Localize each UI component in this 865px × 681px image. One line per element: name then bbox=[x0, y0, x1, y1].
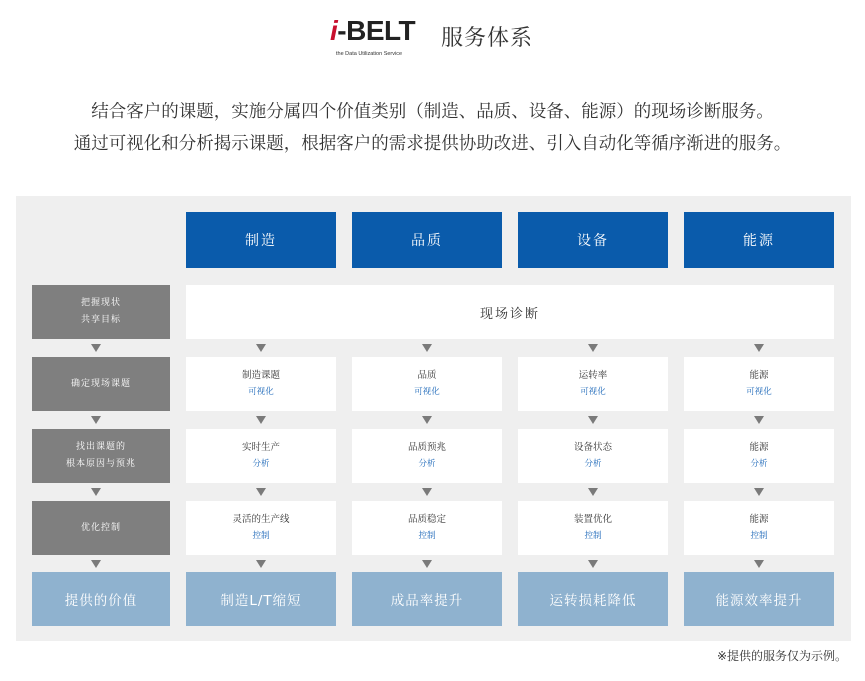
cell-equipment-analysis bbox=[518, 429, 668, 483]
row-header-line-2: 根本原因与预兆 bbox=[65, 459, 136, 469]
cell-equipment-issue bbox=[518, 357, 668, 411]
cell-subtitle: 可视化 bbox=[414, 387, 440, 397]
cell-energy-issue bbox=[684, 357, 834, 411]
cell-subtitle: 控制 bbox=[584, 531, 602, 541]
cell-title: 品质 bbox=[417, 370, 437, 381]
column-header-quality: 品质 bbox=[352, 212, 502, 268]
value-energy: 能源效率提升 bbox=[684, 572, 834, 626]
value-row-header: 提供的价值 bbox=[32, 572, 170, 626]
logo-tagline: the Data Utilization Service bbox=[336, 51, 403, 57]
down-arrow-icon bbox=[588, 344, 598, 352]
cell-subtitle: 控制 bbox=[418, 531, 436, 541]
down-arrow-icon bbox=[754, 416, 764, 424]
logo-belt: -BELT bbox=[337, 15, 416, 46]
cell-title: 运转率 bbox=[578, 370, 608, 381]
intro-line-2: 通过可视化和分析揭示课题，根据客户的需求提供协助改进、引入自动化等循序渐进的服务。 bbox=[73, 134, 792, 154]
cell-manufacturing-analysis bbox=[186, 429, 336, 483]
cell-subtitle: 分析 bbox=[584, 459, 602, 469]
cell-title: 灵活的生产线 bbox=[232, 514, 290, 525]
intro-text bbox=[0, 96, 865, 160]
footnote: ※提供的服务仅为示例。 bbox=[716, 649, 847, 663]
down-arrow-icon bbox=[588, 560, 598, 568]
cell-subtitle: 控制 bbox=[252, 531, 270, 541]
cell-title: 装置优化 bbox=[573, 514, 612, 525]
row-header-line-1: 把握现状 bbox=[80, 298, 121, 308]
cell-title: 品质稳定 bbox=[407, 514, 446, 525]
logo-wordmark bbox=[330, 14, 415, 48]
down-arrow-icon bbox=[588, 488, 598, 496]
cell-subtitle: 控制 bbox=[750, 531, 768, 541]
cell-subtitle: 分析 bbox=[252, 459, 270, 469]
cell-title: 能源 bbox=[749, 442, 769, 453]
row-header-identify-issues: 确定现场课题 bbox=[32, 357, 170, 411]
cell-manufacturing-control bbox=[186, 501, 336, 555]
down-arrow-icon bbox=[91, 416, 101, 424]
cell-energy-analysis bbox=[684, 429, 834, 483]
cell-quality-issue bbox=[352, 357, 502, 411]
down-arrow-icon bbox=[422, 488, 432, 496]
down-arrow-icon bbox=[754, 560, 764, 568]
row-header-line-2: 共享目标 bbox=[80, 315, 121, 325]
cell-equipment-control bbox=[518, 501, 668, 555]
value-quality: 成品率提升 bbox=[352, 572, 502, 626]
i-belt-logo bbox=[330, 14, 422, 62]
down-arrow-icon bbox=[422, 560, 432, 568]
cell-title: 制造课题 bbox=[241, 370, 280, 381]
cell-title: 设备状态 bbox=[573, 442, 612, 453]
down-arrow-icon bbox=[91, 488, 101, 496]
logo-i: i bbox=[330, 15, 338, 46]
cell-quality-analysis bbox=[352, 429, 502, 483]
column-header-equipment: 设备 bbox=[518, 212, 668, 268]
column-header-energy: 能源 bbox=[684, 212, 834, 268]
row-header-current-status bbox=[32, 285, 170, 339]
cell-title: 能源 bbox=[749, 514, 769, 525]
down-arrow-icon bbox=[91, 560, 101, 568]
row-header-line-1: 找出课题的 bbox=[75, 442, 126, 452]
page-header bbox=[0, 14, 865, 64]
cell-title: 实时生产 bbox=[241, 442, 280, 453]
cell-title: 能源 bbox=[749, 370, 769, 381]
cell-subtitle: 可视化 bbox=[580, 387, 606, 397]
cell-subtitle: 可视化 bbox=[248, 387, 274, 397]
column-header-manufacturing: 制造 bbox=[186, 212, 336, 268]
down-arrow-icon bbox=[754, 344, 764, 352]
down-arrow-icon bbox=[422, 416, 432, 424]
down-arrow-icon bbox=[588, 416, 598, 424]
intro-line-1: 结合客户的课题，实施分属四个价值类别（制造、品质、设备、能源）的现场诊断服务。 bbox=[91, 102, 774, 122]
row-header-optimize-control: 优化控制 bbox=[32, 501, 170, 555]
page-title: 服务体系 bbox=[441, 26, 534, 51]
down-arrow-icon bbox=[256, 344, 266, 352]
onsite-diagnosis-cell: 现场诊断 bbox=[186, 285, 834, 339]
down-arrow-icon bbox=[256, 560, 266, 568]
down-arrow-icon bbox=[91, 344, 101, 352]
down-arrow-icon bbox=[422, 344, 432, 352]
row-header-root-cause bbox=[32, 429, 170, 483]
cell-manufacturing-issue bbox=[186, 357, 336, 411]
cell-subtitle: 可视化 bbox=[746, 387, 772, 397]
down-arrow-icon bbox=[256, 416, 266, 424]
cell-energy-control bbox=[684, 501, 834, 555]
down-arrow-icon bbox=[754, 488, 764, 496]
cell-quality-control bbox=[352, 501, 502, 555]
cell-subtitle: 分析 bbox=[418, 459, 436, 469]
value-equipment: 运转损耗降低 bbox=[518, 572, 668, 626]
cell-title: 品质预兆 bbox=[407, 442, 446, 453]
cell-subtitle: 分析 bbox=[750, 459, 768, 469]
down-arrow-icon bbox=[256, 488, 266, 496]
value-manufacturing: 制造L/T缩短 bbox=[186, 572, 336, 626]
